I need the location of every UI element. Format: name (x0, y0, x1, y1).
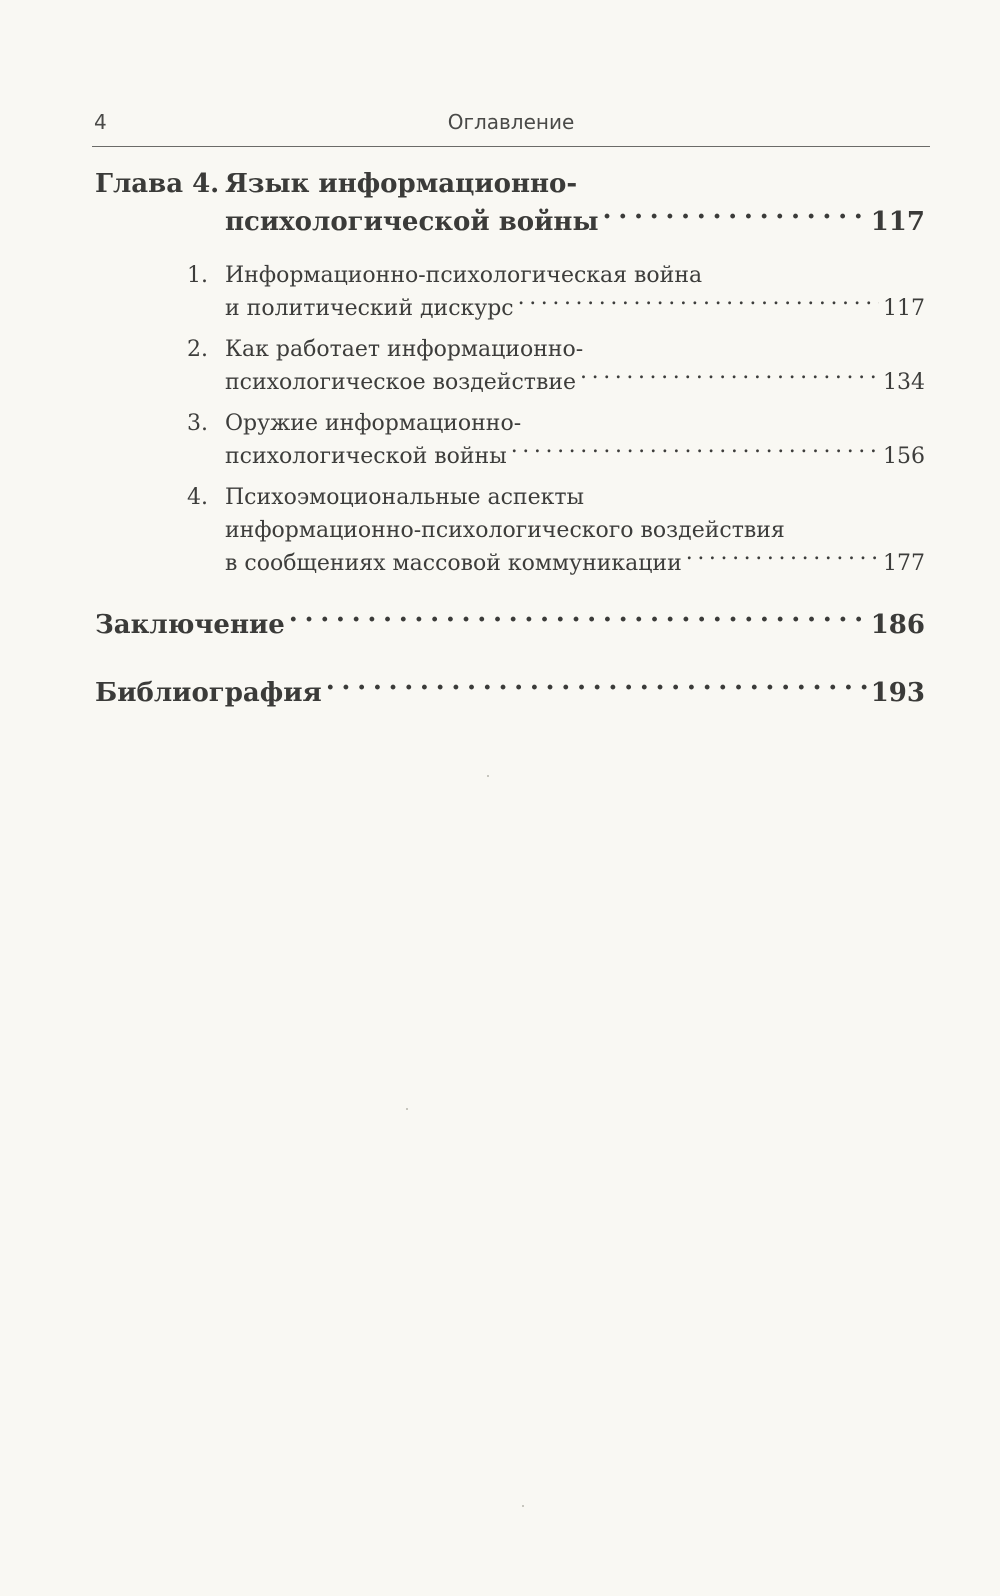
section-number: 3. (187, 411, 208, 436)
section-number: 4. (187, 485, 208, 510)
dot-leader (603, 204, 867, 230)
toc-section-3[interactable] (95, 407, 925, 473)
section-title-last-line: психологической войны (225, 444, 507, 469)
chapter-title-line-2: психологической войны (225, 207, 599, 237)
conclusion-page: 186 (870, 610, 925, 640)
dot-leader (511, 441, 879, 463)
section-page: 156 (883, 444, 925, 469)
table-of-contents (95, 165, 925, 712)
section-title-last-line: в сообщениях массовой коммуникации (225, 551, 682, 576)
toc-conclusion[interactable] (95, 606, 925, 644)
conclusion-title: Заключение (95, 610, 285, 640)
section-title-last-line: и политический дискурс (225, 296, 514, 321)
toc-bibliography[interactable] (95, 674, 925, 712)
toc-chapter-4[interactable] (95, 165, 925, 241)
dot-leader (518, 293, 879, 315)
section-title-last-line: психологическое воздействие (225, 370, 577, 395)
toc-section-1[interactable] (95, 259, 925, 325)
section-page: 134 (883, 370, 925, 395)
running-header (92, 106, 930, 147)
dot-leader (580, 367, 879, 389)
section-title-line: Информационно-психологическая война (225, 263, 703, 288)
section-title-line: Оружие информационно- (225, 411, 522, 436)
chapter-label: Глава 4. (95, 169, 220, 199)
chapter-title-line-1: Язык информационно- (225, 169, 578, 199)
section-title-line: Как работает информационно- (225, 337, 584, 362)
section-page: 177 (883, 551, 925, 576)
bibliography-page: 193 (870, 678, 925, 708)
toc-section-4[interactable] (95, 481, 925, 580)
paper-speck (406, 1108, 408, 1110)
dot-leader (289, 607, 867, 633)
section-number: 2. (187, 337, 208, 362)
bibliography-title: Библиография (95, 678, 322, 708)
paper-speck (522, 1505, 524, 1507)
running-title: Оглавление (447, 110, 575, 134)
dot-leader (326, 675, 867, 701)
chapter-page: 117 (870, 207, 925, 237)
paper-speck (487, 775, 489, 777)
dot-leader (686, 548, 879, 570)
chapter-sections (95, 259, 925, 580)
section-title-line: информационно-психологического воздействия (225, 518, 785, 543)
toc-section-2[interactable] (95, 333, 925, 399)
page-number: 4 (94, 110, 107, 134)
section-title-line: Психоэмоциональные аспекты (225, 485, 585, 510)
section-page: 117 (883, 296, 925, 321)
section-number: 1. (187, 263, 208, 288)
